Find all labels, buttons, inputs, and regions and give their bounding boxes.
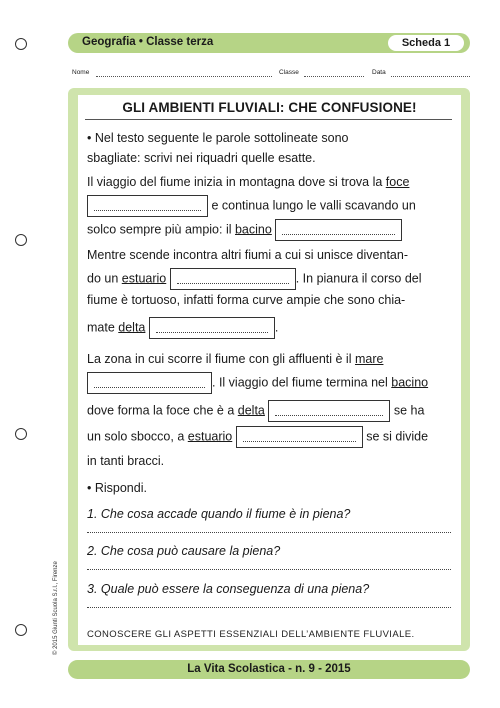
name-label: Nome xyxy=(72,69,90,76)
question-2: 2. Che cosa può causare la piena? xyxy=(87,544,281,558)
wrong-word: bacino xyxy=(391,375,429,390)
question-3: 3. Quale può essere la conseguenza di una piena? xyxy=(87,582,370,596)
name-field[interactable] xyxy=(96,76,272,77)
text-line: Il viaggio del fiume inizia in montagna dove si trova la foce xyxy=(87,175,410,189)
worksheet-body xyxy=(78,95,461,645)
answer-box-6[interactable] xyxy=(268,400,390,422)
text-line: in tanti bracci. xyxy=(87,454,165,468)
question-1: 1. Che cosa accade quando il fiume è in piena? xyxy=(87,507,351,521)
instruction-line: • Nel testo seguente le parole sottolineate sono xyxy=(87,131,349,145)
sheet-number: Scheda 1 xyxy=(388,35,464,51)
worksheet-title: GLI AMBIENTI FLUVIALI: CHE CONFUSIONE! xyxy=(122,100,417,115)
answer-line-2[interactable] xyxy=(87,569,451,570)
answer-line-3[interactable] xyxy=(87,607,451,608)
class-field[interactable] xyxy=(304,76,364,77)
copyright-note: © 2015 Giunti Scuola S.r.l., Firenze xyxy=(53,561,59,655)
answer-box-2[interactable] xyxy=(275,219,402,241)
wrong-word: mare xyxy=(354,352,384,366)
title-divider xyxy=(85,119,452,120)
text-line: do un estuario . In pianura il corso del xyxy=(87,268,422,290)
answer-box-1[interactable] xyxy=(87,195,208,217)
binder-hole-4 xyxy=(15,624,27,636)
wrong-word: foce xyxy=(385,175,410,189)
instruction-line: sbagliate: scrivi nei riquadri quelle esatte. xyxy=(87,151,316,165)
text-line: La zona in cui scorre il fiume con gli affluenti è il mare xyxy=(87,352,384,366)
footer-bar: La Vita Scolastica - n. 9 - 2015 xyxy=(68,660,470,679)
wrong-word: delta xyxy=(237,403,265,418)
binder-hole-2 xyxy=(15,234,27,246)
binder-hole-1 xyxy=(15,38,27,50)
text-line: solco sempre più ampio: il bacino xyxy=(87,219,402,241)
binder-hole-3 xyxy=(15,428,27,440)
answer-box-4[interactable] xyxy=(149,317,275,339)
text-line: fiume è tortuoso, infatti forma curve ampie che sono chia- xyxy=(87,293,406,307)
text-line: mate delta . xyxy=(87,317,278,339)
date-label: Data xyxy=(372,69,386,76)
header-bar xyxy=(68,33,470,53)
answer-box-5[interactable] xyxy=(87,372,212,394)
wrong-word: bacino xyxy=(234,222,272,237)
text-line: . Il viaggio del fiume termina nel bacino xyxy=(87,372,428,394)
rispondi-heading: • Rispondi. xyxy=(87,481,147,495)
date-field[interactable] xyxy=(391,76,470,77)
text-line: dove forma la foce che è a delta se ha xyxy=(87,400,424,422)
text-line: un solo sbocco, a estuario se si divide xyxy=(87,426,428,448)
answer-box-7[interactable] xyxy=(236,426,363,448)
wrong-word: delta xyxy=(118,320,146,335)
student-info-row xyxy=(72,69,470,81)
text-line: Mentre scende incontra altri fiumi a cui si unisce diventan- xyxy=(87,248,408,262)
subject-label: Geografia • Classe terza xyxy=(82,36,214,48)
answer-line-1[interactable] xyxy=(87,532,451,533)
wrong-word: estuario xyxy=(187,429,233,444)
learning-goal: CONOSCERE GLI ASPETTI ESSENZIALI DELL’AMBIENTE FLUVIALE. xyxy=(87,629,415,640)
class-label: Classe xyxy=(279,69,299,76)
wrong-word: estuario xyxy=(121,271,167,286)
text-line: e continua lungo le valli scavando un xyxy=(87,195,416,217)
answer-box-3[interactable] xyxy=(170,268,296,290)
